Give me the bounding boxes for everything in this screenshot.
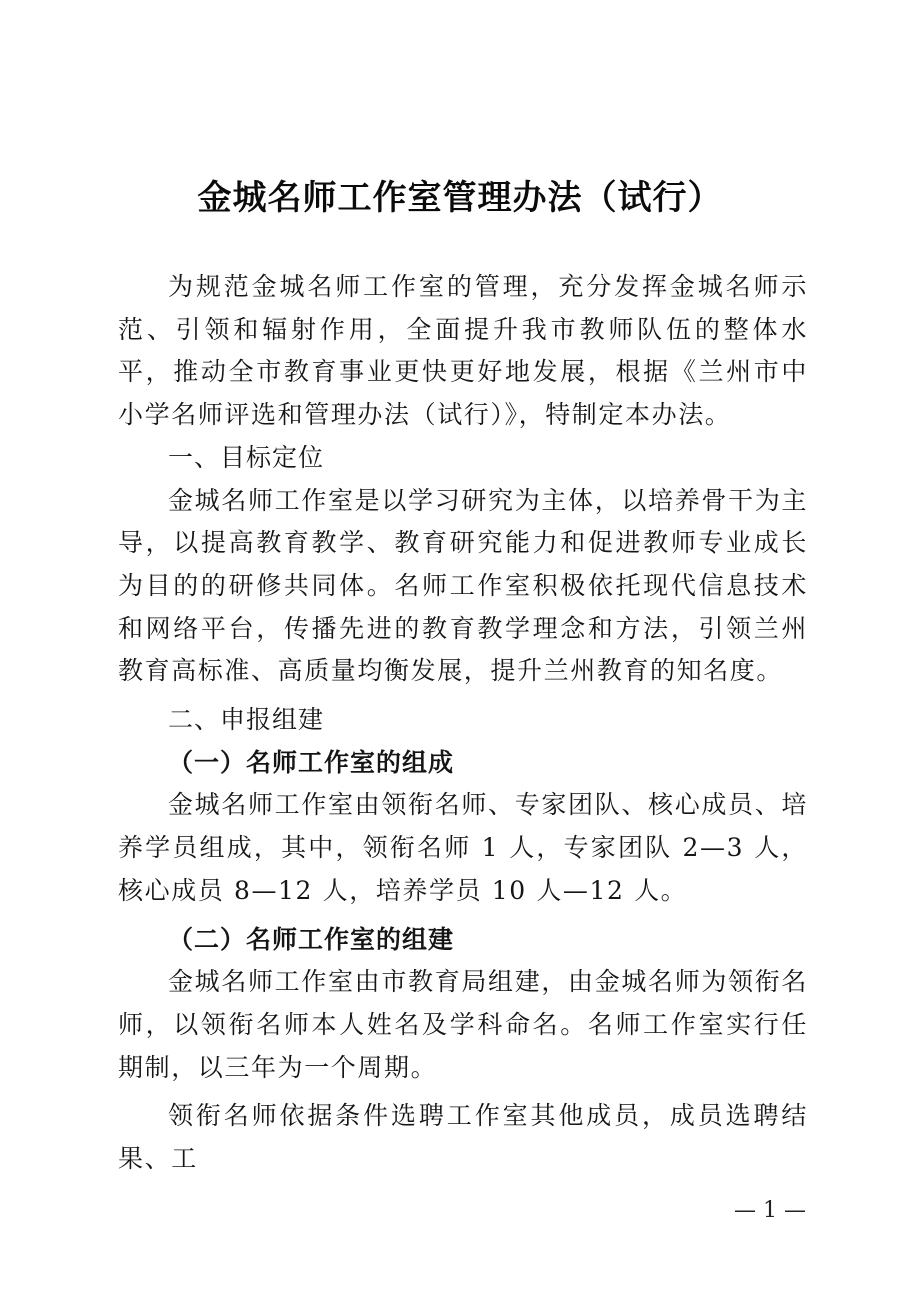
document-title: 金城名师工作室管理办法（试行）	[197, 178, 723, 218]
page-number: — 1 —	[734, 1198, 806, 1223]
subsection-1-paragraph: 金城名师工作室由领衔名师、专家团队、核心成员、培养学员组成，其中，领衔名师 1 人，专家团队 2—3 人，核心成员 8—12 人，培养学员 10 人—12 人。	[118, 790, 808, 905]
section-2-heading: 二、申报组建	[168, 705, 325, 735]
section-1-heading: 一、目标定位	[168, 442, 325, 472]
document-body	[118, 266, 808, 1181]
subsection-1-heading: （一）名师工作室的组成	[168, 747, 455, 777]
intro-paragraph: 为规范金城名师工作室的管理，充分发挥金城名师示范、引领和辐射作用，全面提升我市教师队伍的整体水平，推动全市教育事业更快更好地发展，根据《兰州市中小学名师评选和管理办法（试行）》，特制定本办法。	[118, 272, 808, 430]
subsection-2-paragraph-1: 金城名师工作室由市教育局组建，由金城名师为领衔名师，以领衔名师本人姓名及学科命名。名师工作室实行任期制，以三年为一个周期。	[118, 967, 808, 1082]
subsection-2-heading: （二）名师工作室的组建	[168, 924, 455, 954]
subsection-2-paragraph-2: 领衔名师依据条件选聘工作室其他成员，成员选聘结果、工	[118, 1101, 808, 1174]
section-1-paragraph: 金城名师工作室是以学习研究为主体，以培养骨干为主导，以提高教育教学、教育研究能力和促进教师专业成长为目的的研修共同体。名师工作室积极依托现代信息技术和网络平台，传播先进的教育教学理念和方法，引领兰州教育高标准、高质量均衡发展，提升兰州教育的知名度。	[118, 485, 808, 686]
